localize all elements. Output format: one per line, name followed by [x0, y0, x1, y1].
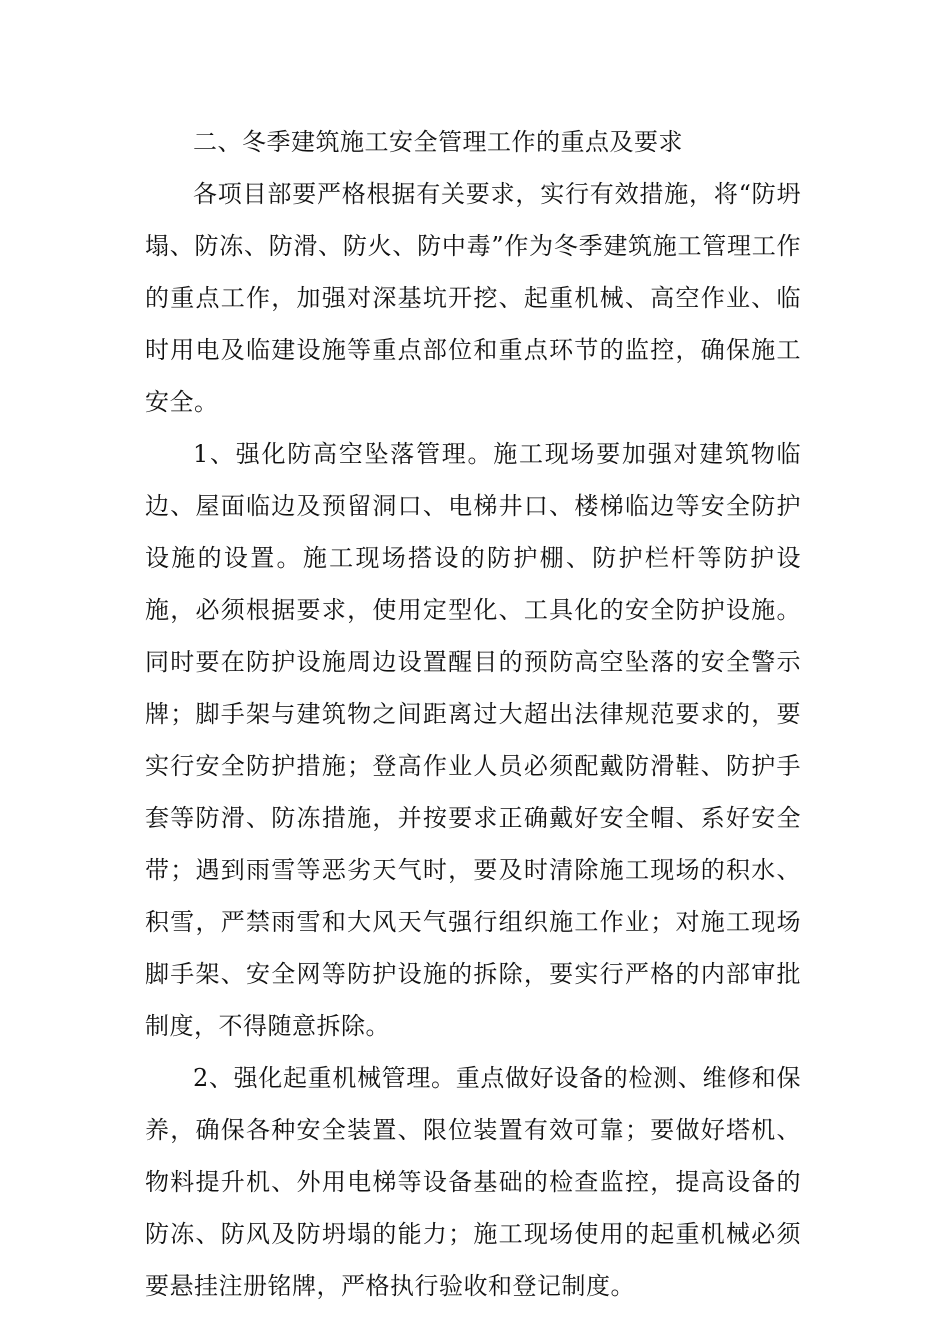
paragraph-fall-prevention: 1、强化防高空坠落管理。施工现场要加强对建筑物临边、屋面临边及预留洞口、电梯井口、楼梯临边等安全防护设施的设置。施工现场搭设的防护棚、防护栏杆等防护设施，必须根据要求，使用定型化、工具化的安全防护设施。同时要在防护设施周边设置醒目的预防高空坠落的安全警示牌；脚手架与建筑物之间距离过大超出法律规范要求的，要实行安全防护措施；登高作业人员必须配戴防滑鞋、防护手套等防滑、防冻措施，并按要求正确戴好安全帽、系好安全带；遇到雨雪等恶劣天气时，要及时清除施工现场的积水、积雪，严禁雨雪和大风天气强行组织施工作业；对施工现场脚手架、安全网等防护设施的拆除，要实行严格的内部审批制度，不得随意拆除。	[145, 440, 801, 1040]
paragraph-intro: 各项目部要严格根据有关要求，实行有效措施，将“防坍塌、防冻、防滑、防火、防中毒”作为冬季建筑施工管理工作的重点工作，加强对深基坑开挖、起重机械、高空作业、临时用电及临建设施等重点部位和重点环节的监控，确保施工安全。	[145, 180, 801, 416]
section-heading: 二、冬季建筑施工安全管理工作的重点及要求	[193, 128, 683, 156]
paragraph-lifting-machinery: 2、强化起重机械管理。重点做好设备的检测、维修和保养，确保各种安全装置、限位装置有效可靠；要做好塔机、物料提升机、外用电梯等设备基础的检查监控，提高设备的防冻、防风及防坍塌的能力；施工现场使用的起重机械必须要悬挂注册铭牌，严格执行验收和登记制度。	[145, 1064, 801, 1300]
document-body	[145, 116, 801, 1312]
